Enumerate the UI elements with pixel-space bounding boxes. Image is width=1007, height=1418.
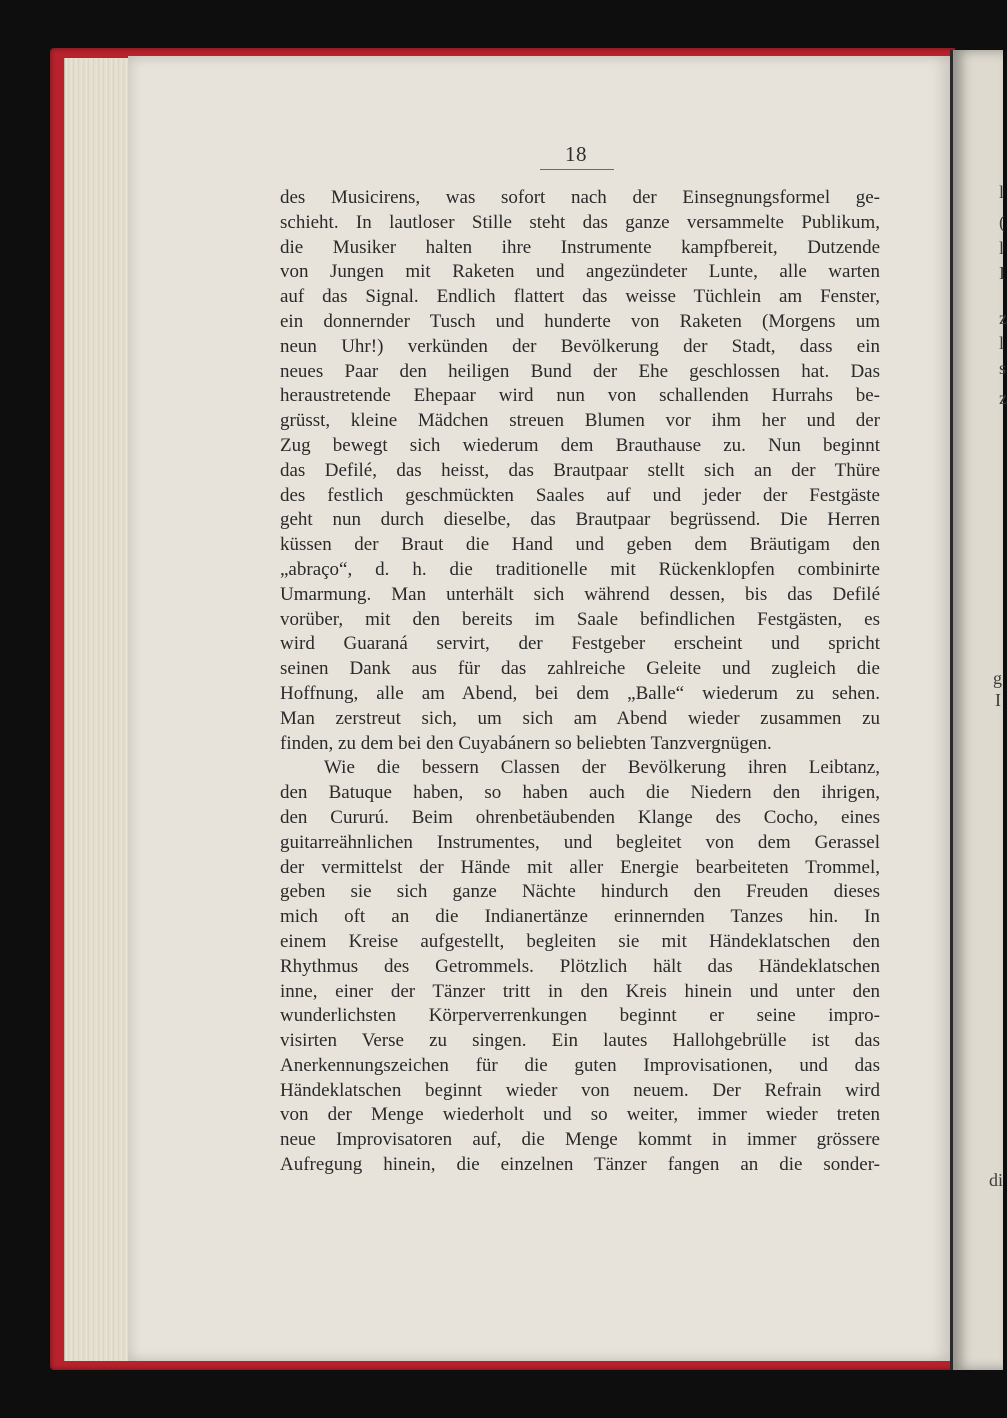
- text-line: grüsst, kleine Mädchen streuen Blumen vor ihm her und der: [280, 410, 880, 432]
- text-line: das Defilé, das heisst, das Brautpaar stellt sich an der Thüre: [280, 459, 880, 481]
- page-text: [280, 186, 880, 1178]
- text-line: auf das Signal. Endlich flattert das weisse Tüchlein am Fenster,: [280, 286, 880, 308]
- next-page-fragment: I: [995, 690, 1001, 710]
- text-line: inne, einer der Tänzer tritt in den Kreis hinein und unter den: [280, 980, 880, 1002]
- text-line: vorüber, mit den bereits im Saale befindlichen Festgästen, es: [280, 608, 880, 630]
- text-line: mich oft an die Indianertänze erinnernden Tanzes hin. In: [280, 906, 880, 928]
- text-line: heraustretende Ehepaar wird nun von schallenden Hurrahs be-: [280, 385, 880, 407]
- next-page-fragment: s: [999, 358, 1007, 378]
- text-line: Hoffnung, alle am Abend, bei dem „Balle“ wiederum zu sehen.: [280, 682, 880, 704]
- text-line: neues Paar den heiligen Bund der Ehe geschlossen hat. Das: [280, 360, 880, 382]
- next-page-fragment: l: [999, 333, 1005, 353]
- text-line: schieht. In lautloser Stille steht das ganze versammelte Publikum,: [280, 211, 880, 233]
- text-line: der vermittelst der Hände mit aller Energie bearbeiteten Trommel,: [280, 856, 880, 878]
- text-line: Man zerstreut sich, um sich am Abend wieder zusammen zu: [280, 707, 880, 729]
- text-line: Umarmung. Man unterhält sich während dessen, bis das Defilé: [280, 583, 880, 605]
- text-line: Zug bewegt sich wiederum dem Brauthause zu. Nun beginnt: [280, 434, 880, 456]
- text-line: visirten Verse zu singen. Ein lautes Hallohgebrülle ist das: [280, 1030, 880, 1052]
- text-line: Wie die bessern Classen der Bevölkerung ihren Leibtanz,: [324, 757, 880, 779]
- next-page-fragment: di: [989, 1170, 1004, 1190]
- text-line: die Musiker halten ihre Instrumente kampfbereit, Dutzende: [280, 236, 880, 258]
- text-line: Aufregung hinein, die einzelnen Tänzer fangen an die sonder-: [280, 1154, 880, 1176]
- next-page-fragment: I: [999, 263, 1005, 283]
- text-line: von Jungen mit Raketen und angezündeter Lunte, alle warten: [280, 261, 880, 283]
- text-line: Anerkennungszeichen für die guten Improvisationen, und das: [280, 1054, 880, 1076]
- text-line: Rhythmus des Getrommels. Plötzlich hält das Händeklatschen: [280, 955, 880, 977]
- text-line: neue Improvisatoren auf, die Menge kommt in immer grössere: [280, 1129, 880, 1151]
- text-line: des festlich geschmückten Saales auf und jeder der Festgäste: [280, 484, 880, 506]
- text-line: Händeklatschen beginnt wieder von neuem. Der Refrain wird: [280, 1079, 880, 1101]
- text-line: von der Menge wiederholt und so weiter, immer wieder treten: [280, 1104, 880, 1126]
- text-line: küssen der Braut die Hand und geben dem Bräutigam den: [280, 534, 880, 556]
- next-page-fragment: (: [999, 212, 1005, 232]
- next-page-edge: [950, 50, 1007, 1370]
- next-page-fragment: g: [993, 668, 1002, 688]
- text-line: neun Uhr!) verkünden der Bevölkerung der Stadt, dass ein: [280, 335, 880, 357]
- page-number: 18: [565, 142, 587, 166]
- text-line: „abraço“, d. h. die traditionelle mit Rückenklopfen combinirte: [280, 558, 880, 580]
- next-page-fragment: z: [999, 388, 1007, 408]
- text-line: wird Guaraná servirt, der Festgeber erscheint und spricht: [280, 633, 880, 655]
- page-edges: [64, 58, 135, 1361]
- text-line: des Musicirens, was sofort nach der Einsegnungsformel ge-: [280, 187, 880, 208]
- text-line: einem Kreise aufgestellt, begleiten sie mit Händeklatschen den: [280, 930, 880, 952]
- text-line: geben sie sich ganze Nächte hindurch den Freuden dieses: [280, 881, 880, 903]
- next-page-fragment: l: [999, 238, 1005, 258]
- text-line: den Batuque haben, so haben auch die Niedern den ihrigen,: [280, 782, 880, 804]
- text-line: geht nun durch dieselbe, das Brautpaar begrüssend. Die Herren: [280, 509, 880, 531]
- text-line: den Cururú. Beim ohrenbetäubenden Klange des Cocho, eines: [280, 806, 880, 828]
- next-page-fragment: z: [999, 308, 1007, 328]
- text-line: wunderlichsten Körperverrenkungen beginnt er seine impro-: [280, 1005, 880, 1027]
- next-page-fragment: l: [999, 182, 1005, 202]
- text-line: seinen Dank aus für das zahlreiche Geleite und zugleich die: [280, 658, 880, 680]
- text-line: finden, zu dem bei den Cuyabánern so beliebten Tanzvergnügen.: [280, 732, 772, 754]
- page-number-rule: [540, 169, 614, 170]
- text-line: ein donnernder Tusch und hunderte von Raketen (Morgens um: [280, 310, 880, 332]
- text-line: guitarreähnlichen Instrumentes, und begleitet von dem Gerassel: [280, 831, 880, 853]
